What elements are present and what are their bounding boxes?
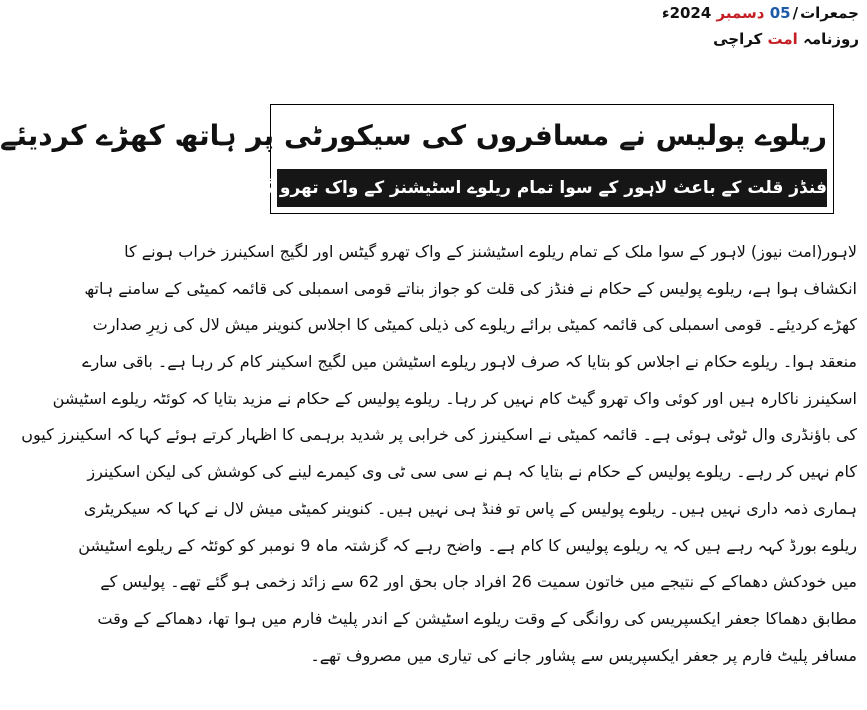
article-line: لاہور(امت نیوز) لاہور کے سوا ملک کے تمام ریلوے اسٹیشنز کے واک تھرو گیٹس اور لگیج اسکینرز خراب ہونے کا — [124, 242, 857, 261]
article-line: میں خودکش دھماکے کے نتیجے میں خاتون سمیت 26 افراد جاں بحق اور 62 سے زائد زخمی ہو گئے تھے۔ پولیس کے — [100, 572, 857, 592]
dateline-month: دسمبر — [716, 4, 765, 22]
dateline-separator: / — [792, 4, 799, 22]
headline-box — [0, 104, 834, 214]
article-line: کھڑے کردیئے۔ قومی اسمبلی کی قائمہ کمیٹی برائے ریلوے کی ذیلی کمیٹی کا اجلاس کنوینر میش لال کی زیرِ صدارت — [92, 315, 857, 335]
newspaper-prefix: روزنامہ — [803, 30, 859, 48]
dateline-date-number: 05 — [769, 4, 791, 22]
newspaper-brand: امت — [767, 30, 798, 48]
headline: ریلوے پولیس نے مسافروں کی سیکورٹی پر ہاتھ کھڑے کردیئے — [0, 119, 827, 152]
article-line: مطابق دھماکا جعفر ایکسپریس کی روانگی کے وقت ریلوے اسٹیشن کے اندر پلیٹ فارم میں ہوا تھا، دھماکے کے وقت — [97, 608, 857, 628]
article-line: ہماری ذمہ داری نہیں ہیں۔ ریلوے پولیس کے پاس تو فنڈ ہی نہیں ہیں۔ کنوینر کمیٹی میش لال نے کہا کہ سیکریٹری — [83, 498, 857, 518]
article-line: کام نہیں کر رہے۔ ریلوے پولیس کے حکام نے بتایا کہ ہم نے سی سی ٹی وی کیمرے لینے کی کوشش کی لیکن اسکینرز — [87, 462, 857, 482]
article-line: انکشاف ہوا ہے، ریلوے پولیس کے حکام نے فنڈز کی قلت کو جواز بناتے قومی اسمبلی کی قائمہ کمیٹی کے سامنے ہاتھ — [84, 278, 857, 298]
article-line: اسکینرز ناکارہ ہیں اور کوئی واک تھرو گیٹ کام نہیں کر رہا۔ ریلوے پولیس کے حکام نے مزید بتایا کہ کوئٹہ ریلوے اسٹیشن — [52, 388, 857, 408]
article-line: مسافر پلیٹ فارم پر جعفر ایکسپریس سے پشاور جانے کی تیاری میں مصروف تھے۔ — [310, 645, 857, 665]
subheadline: فنڈز قلت کے باعث لاہور کے سوا تمام ریلوے اسٹیشنز کے واک تھرو گیٹس-کارگو اسکینرز خراب — [277, 169, 827, 207]
newspaper-name — [245, 29, 859, 49]
article-line: ریلوے بورڈ کہہ رہے ہیں کہ یہ ریلوے پولیس کا کام ہے۔ واضح رہے کہ گزشتہ ماہ 9 نومبر کو کوئٹہ کے ریلوے اسٹیشن — [78, 535, 857, 555]
article-body — [21, 234, 857, 674]
article-line: کی باؤنڈری وال ٹوٹی ہوئی ہے۔ قائمہ کمیٹی نے اسکینرز کی خرابی پر شدید برہمی کا اظہار کرتے ہوئے کہا کہ اسکینرز کیوں — [21, 425, 857, 445]
article-line: منعقد ہوا۔ ریلوے حکام نے اجلاس کو بتایا کہ صرف لاہور ریلوے اسٹیشن میں لگیج اسکینر کام کر رہا ہے۔ باقی سارے — [82, 352, 857, 372]
newspaper-city: کراچی — [713, 30, 763, 48]
dateline — [245, 4, 859, 22]
dateline-day: جمعرات — [800, 4, 859, 22]
dateline-year: 2024ء — [661, 4, 712, 22]
